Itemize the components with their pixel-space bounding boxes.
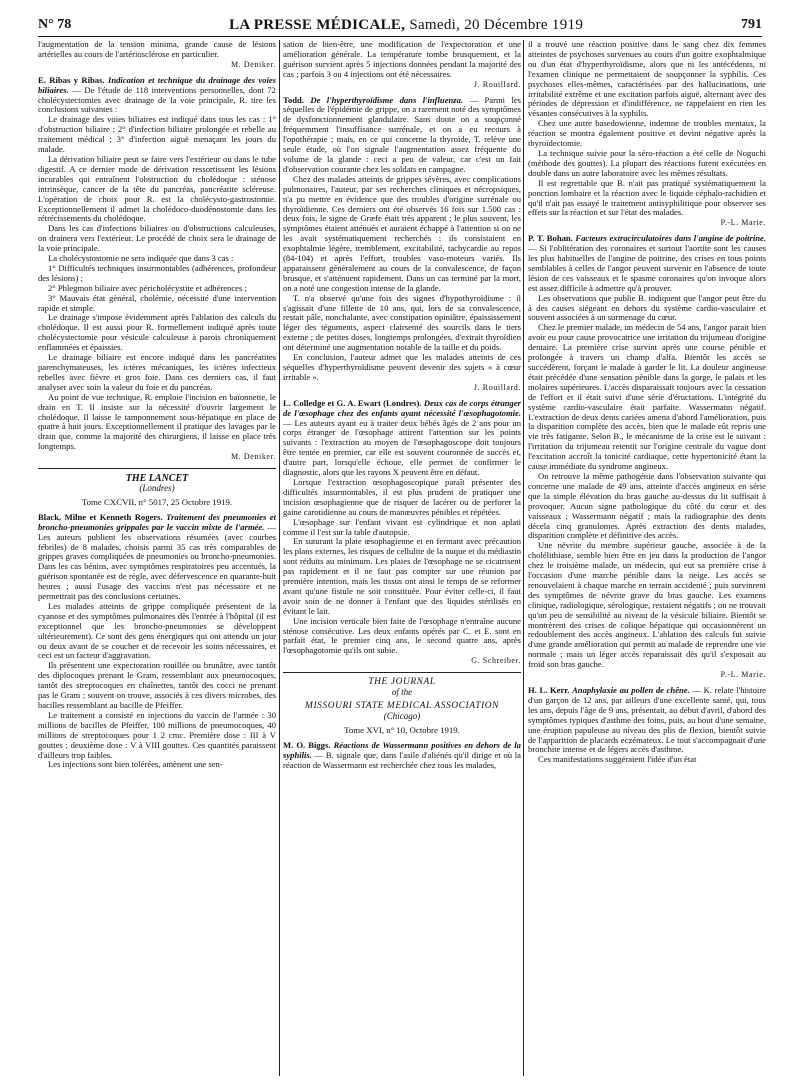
article-title: Deux cas de corps étranger de l'œsophage chez des enfants ayant nécessité l'œsophagotomie. — [283, 397, 521, 418]
column-1 — [38, 40, 276, 1080]
paragraph: Le drainage des voies biliaires est indiqué dans tous les cas : 1° d'obstruction biliaire ; 2° d'infection biliaire prolongée et rebelle au traitement médical ; 3° d'infection aiguë menaçant les jours du malade. — [38, 114, 276, 155]
article-authors: Todd. — [283, 94, 304, 105]
article-lead — [283, 399, 521, 478]
paragraph: La technique suivie pour la séro-réaction a été celle de Noguchi (méthode des gouttes). La plupart des réactions furent exécutées en double dans un autre laboratoire avec les mêmes résultats. — [528, 147, 766, 178]
page-number-left: N° 78 — [38, 17, 72, 32]
paragraph: Une névrite du membre supérieur gauche, associée à de la cholélithiase, semble bien être en jeu dans la production de l'angor chez le troisième malade, un médecin, qui eut sa première crise à l'occasion d'une marche pénible dans la neige. Les accès se renouvelaient à chaque marche en terrain accidenté ; puis survinrent des symptômes de névrite grave du bras gauche. Les examens clinique, radiologique, sérologique, restaient négatifs ; on ne trouvait qu'un peu de sensibilité au niveau de la vésicule biliaire. Bientôt se montrèrent des crises de colique hépatique qui occasionnèrent un redoublement des accès angineux. L'ablation des calculs fut suivie d'une grande amélioration qui permit au malade de reprendre une vie normale ; mais un léger accès reparaissait dès qu'il s'exposait au froid son bras gauche. — [528, 540, 766, 670]
paragraph: Les injections sont bien tolérées, amènent une sen- — [48, 759, 223, 770]
paragraph: Les malades atteints de grippe compliquée présentent de la cyanose et des symptômes pulmonaires dès l'entrée à l'hôpital (il est exceptionnel que les broncho-pneumonies se développent ultérieurement). Ce sont des gens énergiques qui ont attendu un jour ou deux avant de se coucher et de recevoir les soins nécessaires, et ceci est un facteur d'aggravation. — [38, 600, 276, 661]
paragraph: Chez le premier malade, un médecin de 54 ans, l'angor parait bien avoir eu pour cause provocatrice une irritation du trijumeau d'origine dentaire. La première crise survint après une course pénible et prolongée à travers un champ d'alfa. Bientôt les accès se succédèrent, forçant le malade à garder le lit. La douleur angineuse était précédée d'une sensation pénible dans la gorge, le palais et les molaires supérieures. L'accès disparaissait toujours avec la cessation de l'effort et il était suivi d'une série d'éructations. L'intégrité du système cardio-vasculaire était parfaite. Wassermann négatif. L'extraction de deux dents cariées amena d'abord l'amélioration, puis la disparition complète des accès, bien que le malade eût repris une vie très fatigante. Selon B., le mécanisme de la crise est le suivant : l'irritation du trijumeau retentit sur l'origine centrale du vague dont l'excitation accroît la tonicité cardiaque, cette hypertonicité étant la cause immédiate du syndrome angineux. — [528, 322, 766, 472]
article-authors: Black, Milne et Kenneth Rogers. — [38, 511, 163, 522]
paragraph: La dérivation biliaire peut se faire vers l'extérieur ou dans le tube digestif. A ce dernier mode de dérivation ressortissent les lésions incurables qui entraînent l'obstruction du cholédoque : sténose intrinsèque, cancer de la tête du pancréas, pancréatite scléreuse. L'opération de choix pour R. est la cholécysto-gastrostomie. Exceptionnellement il admet la cholédoco-duodénostomie dans les rétrécissements du cholédoque. — [38, 153, 276, 224]
article-lead — [283, 96, 521, 175]
paragraph: Au point de vue technique, R. emploie l'incision en baïonnette, le drain en T. Il insiste sur la nécessité d'ouvrir largement le cholédoque. Il laisse le tamponnement sous-hépatique en place de quatre à huit jours. Exceptionnellement il pratique des lavages par le drain que, comme la majorité des chirurgiens, il laisse en place très longtemps. — [38, 391, 276, 452]
article-title: Facteurs extracirculatoires dans l'angine de poitrine. — [575, 233, 766, 244]
column-divider — [523, 40, 524, 1076]
article-authors: H. L. Kerr. — [528, 685, 570, 695]
paragraph: En conclusion, l'auteur admet que les malades atteints de ces séquelles d'hyperthyroïdisme peuvent devenir des sujets « à cœur irritable ». — [283, 352, 521, 382]
paragraph: Ces manifestations suggéraient l'idée d'un état — [538, 754, 697, 765]
article-title: Indication et technique du drainage des voies biliaires. — [38, 74, 276, 95]
article-text: — K. relate l'histoire d'un garçon de 12 ans, par ailleurs d'une excellente santé, qui, tous les ans, depuis l'âge de 9 ans, présentait, au début d'avril, d'abord des symptômes typiques d'asthme des foins, puis, au bout d'une semaine, une éruption papuleuse au niveau des plis de flexion, bientôt suivie de l'apparition de placards eczémateux. Le tout s'accompagnait d'une bronchite intense et de légers accès d'asthme. — [528, 685, 766, 755]
article-title: De l'hyperthyroïdisme dans l'influenza. — [310, 94, 464, 105]
signature: P.-L. Marie. — [720, 670, 766, 680]
article-text: — Les auteurs publient les observations résumées (avec courbes fébriles) de 8 malades, choisis parmi 35 cas très comparables de grippes graves compliquées de pneumonies ou broncho-pneumonies. Dans les cas bénins, avec symptômes respiratoires peu accentués, la guérison spontanée est de règle, avec défervescence en quarante-huit heures ; aussi l'usage des vaccins n'est pas nécessaire et ne permettrait pas des conclusions certaines. — [38, 521, 276, 602]
article-text: — B. signale que, dans l'asile d'aliénés qu'il dirige et où la réaction de Wassermann est recherchée chez tous les malades, — [283, 749, 521, 770]
paragraph: Il est regrettable que B. n'ait pas pratiqué systématiquement la ponction lombaire et la réaction avec le liquide céphalo-rachidien et qu'il n'ait pas essayé le traitement antisyphilitique pour observer ses effets sur la réaction et sur l'état des malades. — [528, 177, 766, 218]
paragraph: Le traitement a consisté en injections du vaccin de l'armée : 30 millions de bacilles de Pfeiffer, 100 millions de pneumocoques, 40 millions de streptocoques pour 1 2 cmc. Première dose : III à V gouttes ; deuxième dose : V à VIII gouttes. Ces quantités paraissent d'ailleurs trop faibles. — [38, 709, 276, 760]
article-authors: E. Ribas y Ribas. — [38, 74, 105, 85]
paragraph: l'augmentation de la tension minima, grande cause de lésions artérielles au cours de l'artériosclérose en particulier. — [38, 40, 276, 59]
paragraph: sation de bien-être, une modification de l'expectoration et une amélioration générale. La température tombe brusquement, et la guérison survient après 5 injections données pendant la majorité des cas ; parfois 3 ou 4 injections ont été nécessaires. — [283, 40, 521, 79]
paragraph: L'œsophage sur l'enfant vivant est cylindrique et non aplati comme il l'est sur la table d'autopsie. — [283, 516, 521, 537]
journal-section-of: of the — [391, 687, 413, 698]
signature: J. Rouillard. — [473, 382, 521, 392]
article-title: Réactions de Wassermann positives en dehors de la syphilis. — [283, 739, 521, 760]
journal-section-city: (Londres) — [139, 482, 175, 493]
article-lead — [528, 686, 766, 755]
paragraph: il a trouvé une réaction positive dans le sang chez dix femmes atteintes de psychoses survenues au cours d'un goitre exophtalmique ou d'un état d'hyperthyroïdisme, alors que ni les antécédents, ni l'examen clinique ne permettaient de soupçonner la syphilis. Ces psychoses elles-mêmes, caractérisées par des hallucinations, une irritabilité extrême et une excitation parfois aiguë, alternant avec des périodes de dépression et d'indifférence, ne rappelaient en rien les vésanies consécutives à la syphilis. — [528, 40, 766, 119]
article-authors: L. Colledge et G. A. Ewart (Londres). — [283, 397, 422, 408]
paragraph: Lorsque l'extraction œsophagoscopique paraît présenter des difficultés insurmontables, il est plus prudent de pratiquer une incision œsophagienne que de risquer de lacérer ou de perforer la gaine carotidienne au cours de manœuvres pénibles et répétées. — [283, 476, 521, 517]
article-lead — [528, 234, 766, 293]
journal-masthead — [229, 17, 583, 34]
journal-issue: Tome XVI, n° 10, Octobre 1919. — [344, 724, 460, 735]
column-3 — [528, 40, 766, 1080]
article-title: Traitement des pneumonies et broncho-pneumonies grippales par le vaccin mixte de l'armée. — [38, 511, 276, 532]
paragraph: 3° Mauvais état général, cholémie, nécessité d'une intervention rapide et simple. — [38, 292, 276, 313]
paragraph: Les observations que publie B. indiquent que l'angor peut être du à des causes siégeant en dehors du système cardio-vasculaire et souvent associées à un surmenage du cœur. — [528, 292, 766, 323]
journal-section-title: THE JOURNAL — [368, 677, 436, 688]
article-text: — Parmi les séquelles de l'épidémie de grippe, on a rarement noté des symptômes de dysfonctionnement glandulaire. Sans doute on a soupçonné fréquemment l'insuffisance surrénale, et on a eu recours à l'opothérapie ; mais, en ce qui concerne la thyroïde, T. relève une seule étude, où l'on signale l'augmentation assez fréquente du volume de la glande : ceci a peu de valeur, car c'est un fait d'observation courante chez les soldats en campagne. — [283, 94, 521, 174]
journal-section-name: MISSOURI STATE MEDICAL ASSOCIATION — [305, 701, 499, 711]
paragraph: Le drainage s'impose évidemment après l'ablation des calculs du cholédoque. Il est aussi pour R. formellement indiqué après toute cholécystectomie pour vésicule calculeuse à parois chroniquement enflammées et épaissies. — [38, 312, 276, 353]
signature: M. Deniker. — [230, 452, 276, 462]
journal-section-title: THE LANCET — [125, 473, 189, 485]
article-lead — [38, 513, 276, 602]
article-title: Anaphylaxie au pollen de chêne. — [572, 685, 690, 695]
article-text: — Si l'oblitération des coronaires et surtout l'aortite sont les causes les plus habituelles de l'angine de poitrine, des crises en tous points semblables à celles de l'angor peuvent survenir en l'absence de toute lésion de ces vaisseaux et le spasme coronaires qu'on invoque alors est assez difficile à admettre qu'à prouver. — [528, 243, 766, 293]
article-lead — [38, 76, 276, 116]
paragraph: Chez des malades atteints de grippes sévères, avec complications pulmonaires, l'auteur, par ses recherches cliniques et nécropsiques, n'a pu mettre en évidence que des troubles d'origine surrénale ou thyroïdienne. Ces derniers ont été observés 16 fois sur 1.500 cas : deux fois, le signe de Græfe était très apparent ; le plus souvent, les symptômes étaient atténués et auraient échappé à l'attention si on ne les avait systématiquement recherchés : ils consistaient en exophtalmie légère, tremblement, excitabilité, tachycardie au repos (84-104) et après l'effort, troubles vaso-moteurs variés. Ils apparaissent généralement au cours de la convalescence, de façon brusque, et s'atténuent rapidement. Dans un cas terminé par la mort, on a noté une congestion intense de la glande. — [283, 173, 521, 293]
article-lead — [283, 741, 521, 771]
paragraph: On retrouve la même pathogénie dans l'observation suivante qui concerne une malade de 49 ans, atteinte d'accès angineux en série que la simple élévation du bras gauche au-dessus du lit suffisait à provoquer. Aucun signe pathologique du côté du cœur et des vaisseaux ; Wassermann négatif ; mais la radiographie des dents décela cinq granulomes. Après extraction des dents malades, disparition complète et définitive des accès. — [528, 470, 766, 541]
paragraph: Dans les cas d'infections biliaires ou d'obstructions calculeuses, on drainera vers l'extérieur. Le procédé de choix sera le drainage de la voie principale. — [38, 223, 276, 254]
paragraph: Le drainage biliaire est encore indiqué dans les pancréatites parenchymateuses, les ictères mécaniques, les ictères infectieux rebelles avec fièvre et gros foie. Dans ces derniers cas, il faut analyser avec soin la valeur du foie et du pancréas. — [38, 352, 276, 392]
paragraph: En suturant la plaie œsophagienne et en fermant avec précaution les plans externes, les risques de cellulite de la nuque et du médiastin sont réduits au minimum. Les plaies de l'œsophage ne se cicatrisent pas rapidement et il ne faut pas compter sur une réunion par première intention, mais les tissus ont ainsi le temps de se reformer avant qu'une fistule ne soit constituée. Pour éviter celle-ci, il faut avoir soin de ne donner à l'enfant que des liquides stérilisés en évitant le lait. — [283, 536, 521, 616]
paragraph: 1° Difficultés techniques insurmontables (adhérences, profondeur des lésions) ; — [38, 262, 276, 283]
page-header — [38, 14, 762, 37]
signature: G. Schreiber. — [471, 656, 521, 666]
column-divider — [279, 40, 280, 1076]
paragraph: Ils présentent une expectoration rouillée ou brunâtre, avec tantôt des diplocoques prenant le Gram, ressemblant aux pneumocoques, tantôt des streptocoques en chaînettes, tantôt des cocci ne prenant pas le Gram ; souvent on trouve, associés à ces divers microbes, des bacilles ressemblant au bacille de Pfeiffer. — [38, 660, 276, 710]
signature: M. Deniker. — [230, 59, 276, 69]
journal-issue: Tome CXCVII, n° 5017, 25 Octobre 1919. — [81, 496, 233, 507]
paragraph: Chez une autre basedowienne, indemne de troubles mentaux, la réaction se montra également positive et devint négative après la thyroïdectomie. — [528, 118, 766, 149]
signature: P.-L. Marie. — [720, 218, 766, 228]
issue-date: Samedi, 20 Décembre 1919 — [409, 16, 584, 33]
page-number-right: 791 — [741, 17, 762, 32]
paragraph: T. n'a observé qu'une fois des signes d'hypothyroïdisme : il s'agissait d'une fillette de 10 ans, qui, lors de sa convalescence, restait pâle, nonchalante, avec constipation opiniâtre, épaississement léger des téguments, aspect clairsemé des sourcils dans le tiers externe ; de petites doses, longtemps prolongées, d'extrait thyroïdien ont déterminé une augmentation notable de la taille et du poids. — [283, 292, 521, 353]
paragraph: La cholécystostomie ne sera indiquée que dans 3 cas : — [48, 253, 234, 264]
signature: J. Rouillard. — [473, 79, 521, 89]
article-authors: P. T. Bohan. — [528, 233, 573, 244]
column-2 — [283, 40, 521, 1080]
article-text: — Les auteurs ayant eu à traiter deux bébés âgés de 2 ans pour un corps étranger de l'œsophage attirent l'attention sur les points suivants : l'extraction au moyen de l'œsophagoscope doit toujours être tentée en premier, car elle est souvent couronnée de succès et, d'autre part, lorsqu'elle échoue, elle permet de confirmer le diagnostic, alors que les rayons X peuvent être en défaut. — [283, 417, 521, 478]
section-rule — [38, 468, 276, 469]
journal-name: LA PRESSE MÉDICALE, — [229, 16, 406, 33]
journal-section-city: (Chicago) — [383, 710, 421, 721]
section-rule — [283, 672, 521, 673]
article-text: — De l'étude de 118 interventions personnelles, dont 72 cholécystectomies avec drainage de la voie principale, R. tire les conclusions suivantes : — [38, 84, 276, 115]
paragraph: Une incision verticale bien faite de l'œsophage n'entraîne aucune sténose consécutive. Les deux enfants opérés par C. et E. sont en parfait état, le premier cinq ans, le second quatre ans, après l'œsophagotomie qu'ils ont subie. — [283, 615, 521, 656]
article-authors: M. O. Biggs. — [283, 739, 331, 750]
paragraph: 2° Phlegmon biliaire avec péricholécystite et adhérences ; — [48, 282, 247, 293]
